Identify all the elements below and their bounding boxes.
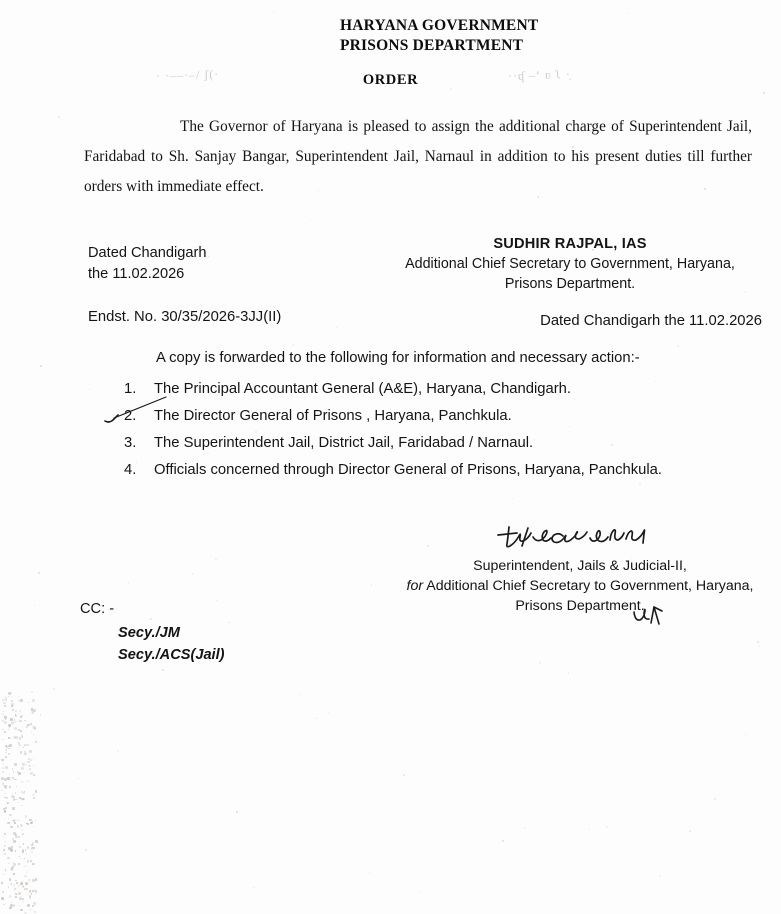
signatory-name: SUDHIR RAJPAL, IAS bbox=[493, 236, 647, 252]
scan-ghost-artifact-left: · ·‒‒·‒/ ʃ(· bbox=[155, 66, 220, 84]
list-item-number: 3. bbox=[124, 435, 137, 451]
cc-list bbox=[118, 622, 225, 666]
list-item-text: The Superintendent Jail, District Jail, Faridabad / Narnaul. bbox=[154, 435, 534, 451]
cc-label: CC: - bbox=[80, 601, 115, 617]
list-item-text: Officials concerned through Director General of Prisons, Haryana, Panchkula. bbox=[154, 462, 663, 478]
countersign-line-1: Superintendent, Jails & Judicial-II, bbox=[473, 558, 687, 574]
document-header bbox=[340, 16, 538, 57]
cc-item: Secy./JM bbox=[118, 625, 180, 641]
countersign-line-3: Prisons Department. bbox=[515, 598, 645, 614]
list-item-text: The Principal Accountant General (A&E), Haryana, Chandigarh. bbox=[154, 381, 572, 397]
list-item-number: 4. bbox=[124, 462, 137, 478]
countersign-block bbox=[398, 524, 762, 616]
list-item-number: 1. bbox=[124, 381, 137, 397]
countersign-line-2-text: Additional Chief Secretary to Government, Haryana, bbox=[426, 578, 754, 594]
forwarded-note: A copy is forwarded to the following for information and necessary action:- bbox=[156, 350, 640, 366]
order-body-paragraph: The Governor of Haryana is pleased to assign the additional charge of Superintendent Jail, Faridabad to Sh. Sanjay Bangar, Superintendent Jail, Narnaul in addition to his present duties till further orders with immediate effect. bbox=[84, 118, 752, 195]
recipients-list bbox=[124, 376, 744, 484]
countersign-line-2 bbox=[398, 576, 762, 596]
signatory-designation-line-2: Prisons Department. bbox=[504, 276, 636, 292]
list-item-text: The Director General of Prisons , Haryana, Panchkula. bbox=[154, 408, 512, 424]
scan-ghost-artifact-right: ··ʠ ‒ʻ ʋ ʅ ·̣ bbox=[507, 66, 572, 84]
handwritten-signature-icon bbox=[495, 524, 665, 550]
signatory-block bbox=[380, 234, 760, 294]
header-line-1: HARYANA GOVERNMENT bbox=[340, 17, 539, 34]
countersign-for-prefix: for bbox=[406, 578, 424, 594]
countersign-lines bbox=[398, 556, 762, 616]
endorsement-number: Endst. No. 30/35/2026-3JJ(II) bbox=[88, 309, 282, 325]
order-title: ORDER bbox=[362, 72, 419, 88]
dated-place-line-2: the 11.02.2026 bbox=[88, 266, 185, 282]
endorsement-dated: Dated Chandigarh the 11.02.2026 bbox=[540, 313, 762, 329]
dated-place-block bbox=[88, 243, 206, 285]
list-item bbox=[124, 403, 744, 430]
dated-place-line-1: Dated Chandigarh bbox=[88, 245, 207, 261]
list-item-number: 2. bbox=[124, 408, 137, 424]
list-item bbox=[124, 457, 744, 484]
signatory-designation-line-1: Additional Chief Secretary to Government, Haryana, bbox=[405, 256, 735, 272]
list-item bbox=[124, 376, 744, 403]
header-line-2: PRISONS DEPARTMENT bbox=[340, 37, 524, 55]
cc-item: Secy./ACS(Jail) bbox=[118, 647, 225, 663]
list-item bbox=[124, 430, 744, 457]
